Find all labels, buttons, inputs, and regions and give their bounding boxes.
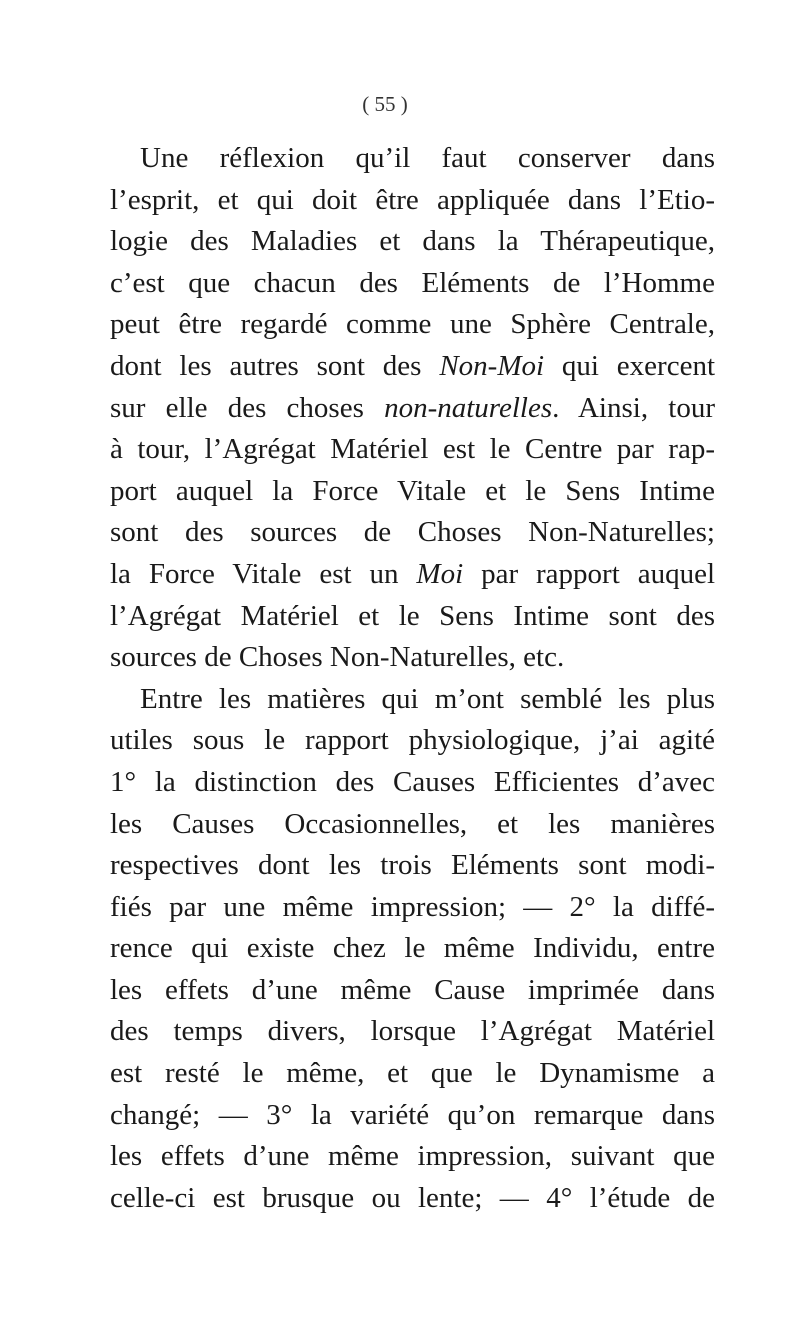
text-span: rence qui existe chez le même Individu, entre — [110, 932, 715, 965]
text-span: l’esprit, et qui doit être appliquée dans l’Etio- — [110, 183, 715, 216]
page-number: ( 55 ) — [362, 92, 408, 116]
italic-text: non-naturelles — [384, 391, 553, 424]
text-span: qui exercent — [544, 349, 716, 382]
text-span: celle-ci est brusque ou lente; — 4° l’étude de — [110, 1181, 715, 1214]
text-span: utiles sous le rapport physiologique, j’ai agité — [110, 724, 715, 757]
text-line — [110, 1011, 715, 1053]
text-line — [110, 512, 715, 554]
text-line — [110, 346, 715, 388]
text-line — [110, 845, 715, 887]
text-span: les Causes Occasionnelles, et les manières — [110, 807, 715, 840]
text-span: l’Agrégat Matériel et le Sens Intime sont des — [110, 599, 715, 632]
text-span: des temps divers, lorsque l’Agrégat Matériel — [110, 1015, 715, 1048]
text-span: par rapport auquel — [463, 557, 716, 590]
text-span: sur elle des choses — [110, 391, 385, 424]
text-line — [110, 1178, 715, 1220]
text-line — [110, 762, 715, 804]
text-span: changé; — 3° la variété qu’on remarque dans — [110, 1098, 715, 1131]
text-span: sources de Choses Non-Naturelles, etc. — [110, 641, 565, 674]
text-line — [110, 221, 715, 263]
text-line — [110, 637, 715, 679]
text-span: c’est que chacun des Eléments de l’Homme — [110, 266, 715, 299]
text-span: Entre les matières qui m’ont semblé les plus — [140, 682, 715, 715]
italic-text: Non-Moi — [439, 349, 545, 382]
text-line — [110, 429, 715, 471]
text-line — [110, 679, 715, 721]
italic-text: Moi — [416, 557, 464, 590]
text-line — [110, 1053, 715, 1095]
text-span: port auquel la Force Vitale et le Sens Intime — [110, 474, 715, 507]
text-line — [110, 970, 715, 1012]
text-line — [110, 596, 715, 638]
text-span: Une réflexion qu’il faut conserver dans — [140, 142, 715, 174]
text-span: 1° la distinction des Causes Efficientes d’avec — [110, 765, 715, 798]
text-line — [110, 304, 715, 346]
text-span: fiés par une même impression; — 2° la diffé- — [110, 890, 715, 923]
text-line — [110, 471, 715, 513]
text-span: la Force Vitale est un — [110, 557, 417, 590]
text-span: à tour, l’Agrégat Matériel est le Centre par rap- — [110, 433, 715, 466]
text-line — [110, 388, 715, 430]
text-span: les effets d’une même impression, suivant que — [110, 1140, 715, 1173]
text-span: . Ainsi, tour — [552, 391, 715, 424]
text-span: sont des sources de Choses Non-Naturelles; — [110, 516, 715, 549]
text-span: logie des Maladies et dans la Thérapeutique, — [110, 225, 715, 258]
text-span: est resté le même, et que le Dynamisme a — [110, 1057, 715, 1090]
text-line — [110, 720, 715, 762]
body-text — [110, 138, 715, 1219]
text-line — [110, 1095, 715, 1137]
text-line — [110, 138, 715, 180]
text-line — [110, 928, 715, 970]
text-line — [110, 887, 715, 929]
text-line — [110, 180, 715, 222]
text-span: peut être regardé comme une Sphère Centrale, — [110, 308, 715, 341]
text-span: respectives dont les trois Eléments sont modi- — [110, 849, 715, 882]
text-line — [110, 554, 715, 596]
text-line — [110, 1136, 715, 1178]
text-span: dont les autres sont des — [110, 349, 440, 382]
text-span: les effets d’une même Cause imprimée dans — [110, 973, 715, 1006]
text-line — [110, 804, 715, 846]
text-line — [110, 263, 715, 305]
